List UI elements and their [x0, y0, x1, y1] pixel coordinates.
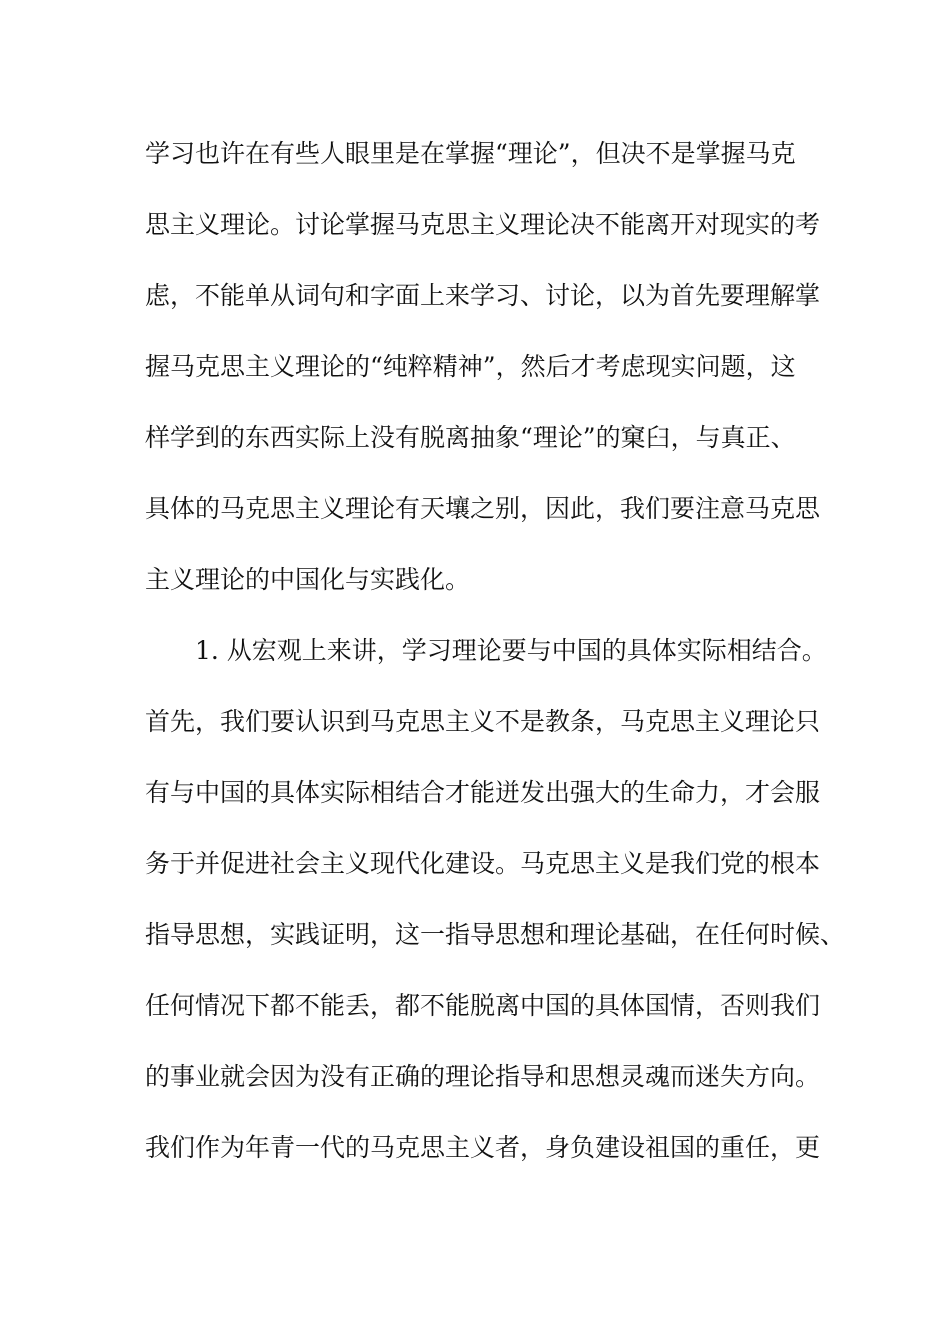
text-line: 样学到的东西实际上没有脱离抽象“理论”的窠臼，与真正、	[145, 423, 796, 452]
text-line: 有与中国的具体实际相结合才能迸发出强大的生命力，才会服	[145, 778, 821, 807]
text-line: 主义理论的中国化与实践化。	[145, 565, 471, 594]
numbered-heading: 1. 从宏观上来讲，学习理论要与中国的具体实际相结合。	[195, 636, 827, 665]
text-line: 握马克思主义理论的“纯粹精神”，然后才考虑现实问题，这	[145, 352, 796, 381]
text-line: 思主义理论。讨论掌握马克思主义理论决不能离开对现实的考	[145, 210, 821, 239]
text-line: 首先，我们要认识到马克思主义不是教条，马克思主义理论只	[145, 707, 821, 736]
text-line: 学习也许在有些人眼里是在掌握“理论”，但决不是掌握马克	[145, 139, 796, 168]
text-line: 指导思想，实践证明，这一指导思想和理论基础，在任何时候、	[145, 920, 846, 949]
text-line: 务于并促进社会主义现代化建设。马克思主义是我们党的根本	[145, 849, 821, 878]
text-line: 具体的马克思主义理论有天壤之别，因此，我们要注意马克思	[145, 494, 821, 523]
text-line: 任何情况下都不能丢，都不能脱离中国的具体国情，否则我们	[145, 991, 821, 1020]
text-line: 的事业就会因为没有正确的理论指导和思想灵魂而迷失方向。	[145, 1062, 821, 1091]
text-line: 我们作为年青一代的马克思主义者，身负建设祖国的重任，更	[145, 1133, 821, 1162]
text-line: 虑，不能单从词句和字面上来学习、讨论，以为首先要理解掌	[145, 281, 821, 310]
